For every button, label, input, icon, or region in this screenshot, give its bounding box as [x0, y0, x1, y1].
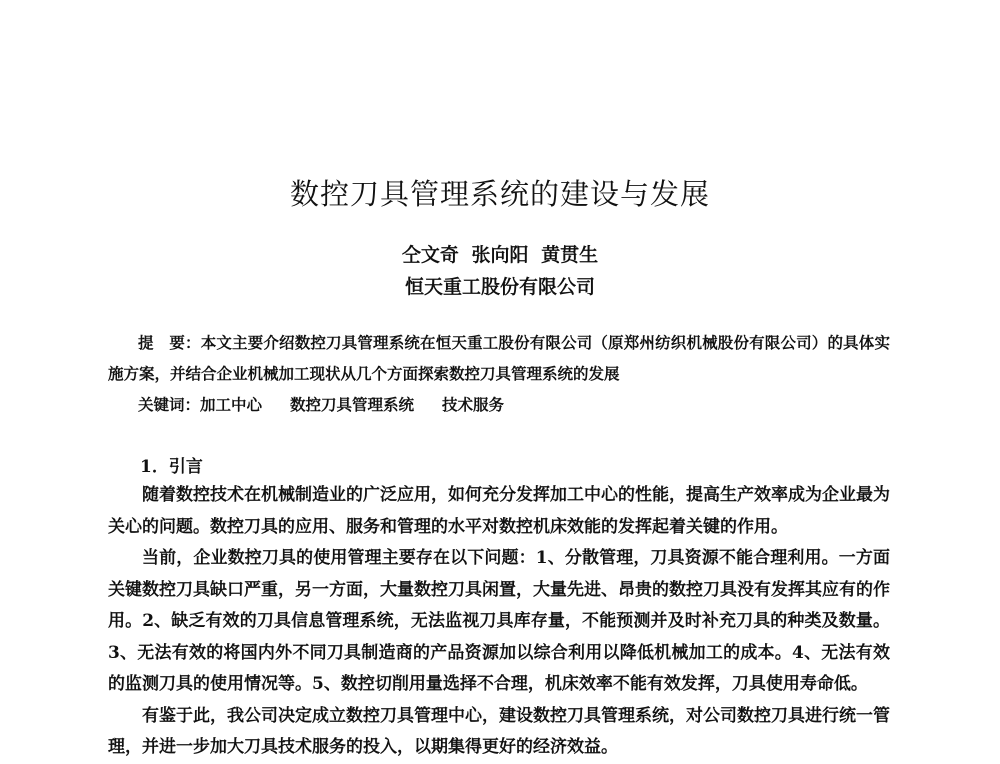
keywords — [108, 389, 890, 420]
author-list: 仝文奇 张向阳 黄贯生 — [401, 244, 599, 266]
abstract-text: 本文主要介绍数控刀具管理系统在恒天重工股份有限公司（原郑州纺织机械股份有限公司）的具体实施方案，并结合企业机械加工现状从几个方面探索数控刀具管理系统的发展 — [108, 333, 890, 383]
section-heading: 1．引言 — [140, 457, 203, 477]
body-paragraph: 有鉴于此，我公司决定成立数控刀具管理中心，建设数控刀具管理系统，对公司数控刀具进行统一管理，并进一步加大刀具技术服务的投入，以期集得更好的经济效益。 — [108, 705, 890, 757]
section-body — [108, 480, 890, 764]
abstract — [108, 327, 890, 389]
body-paragraph: 当前，企业数控刀具的使用管理主要存在以下问题：1、分散管理，刀具资源不能合理利用。一方面关键数控刀具缺口严重，另一方面，大量数控刀具闲置，大量先进、昂贵的数控刀具没有发挥其应有的作用。2、缺乏有效的刀具信息管理系统，无法监视刀具库存量，不能预测并及时补充刀具的种类及数量。3、无法有效的将国内外不同刀具制造商的产品资源加以综合利用以降低机械加工的成本。4、无法有效的监测刀具的使用情况等。5、数控切削用量选择不合理，机床效率不能有效发挥，刀具使用寿命低。 — [108, 548, 890, 694]
body-paragraph: 随着数控技术在机械制造业的广泛应用，如何充分发挥加工中心的性能，提高生产效率成为企业最为关心的问题。数控刀具的应用、服务和管理的水平对数控机床效能的发挥起着关键的作用。 — [108, 485, 890, 537]
paper-title: 数控刀具管理系统的建设与发展 — [289, 177, 710, 211]
affiliation: 恒天重工股份有限公司 — [404, 276, 595, 298]
abstract-label: 提 要： — [138, 333, 201, 352]
keywords-label: 关键词： — [138, 395, 201, 414]
keyword-item: 技术服务 — [442, 395, 505, 414]
keyword-item: 加工中心 — [200, 395, 263, 414]
keyword-item: 数控刀具管理系统 — [290, 395, 415, 414]
